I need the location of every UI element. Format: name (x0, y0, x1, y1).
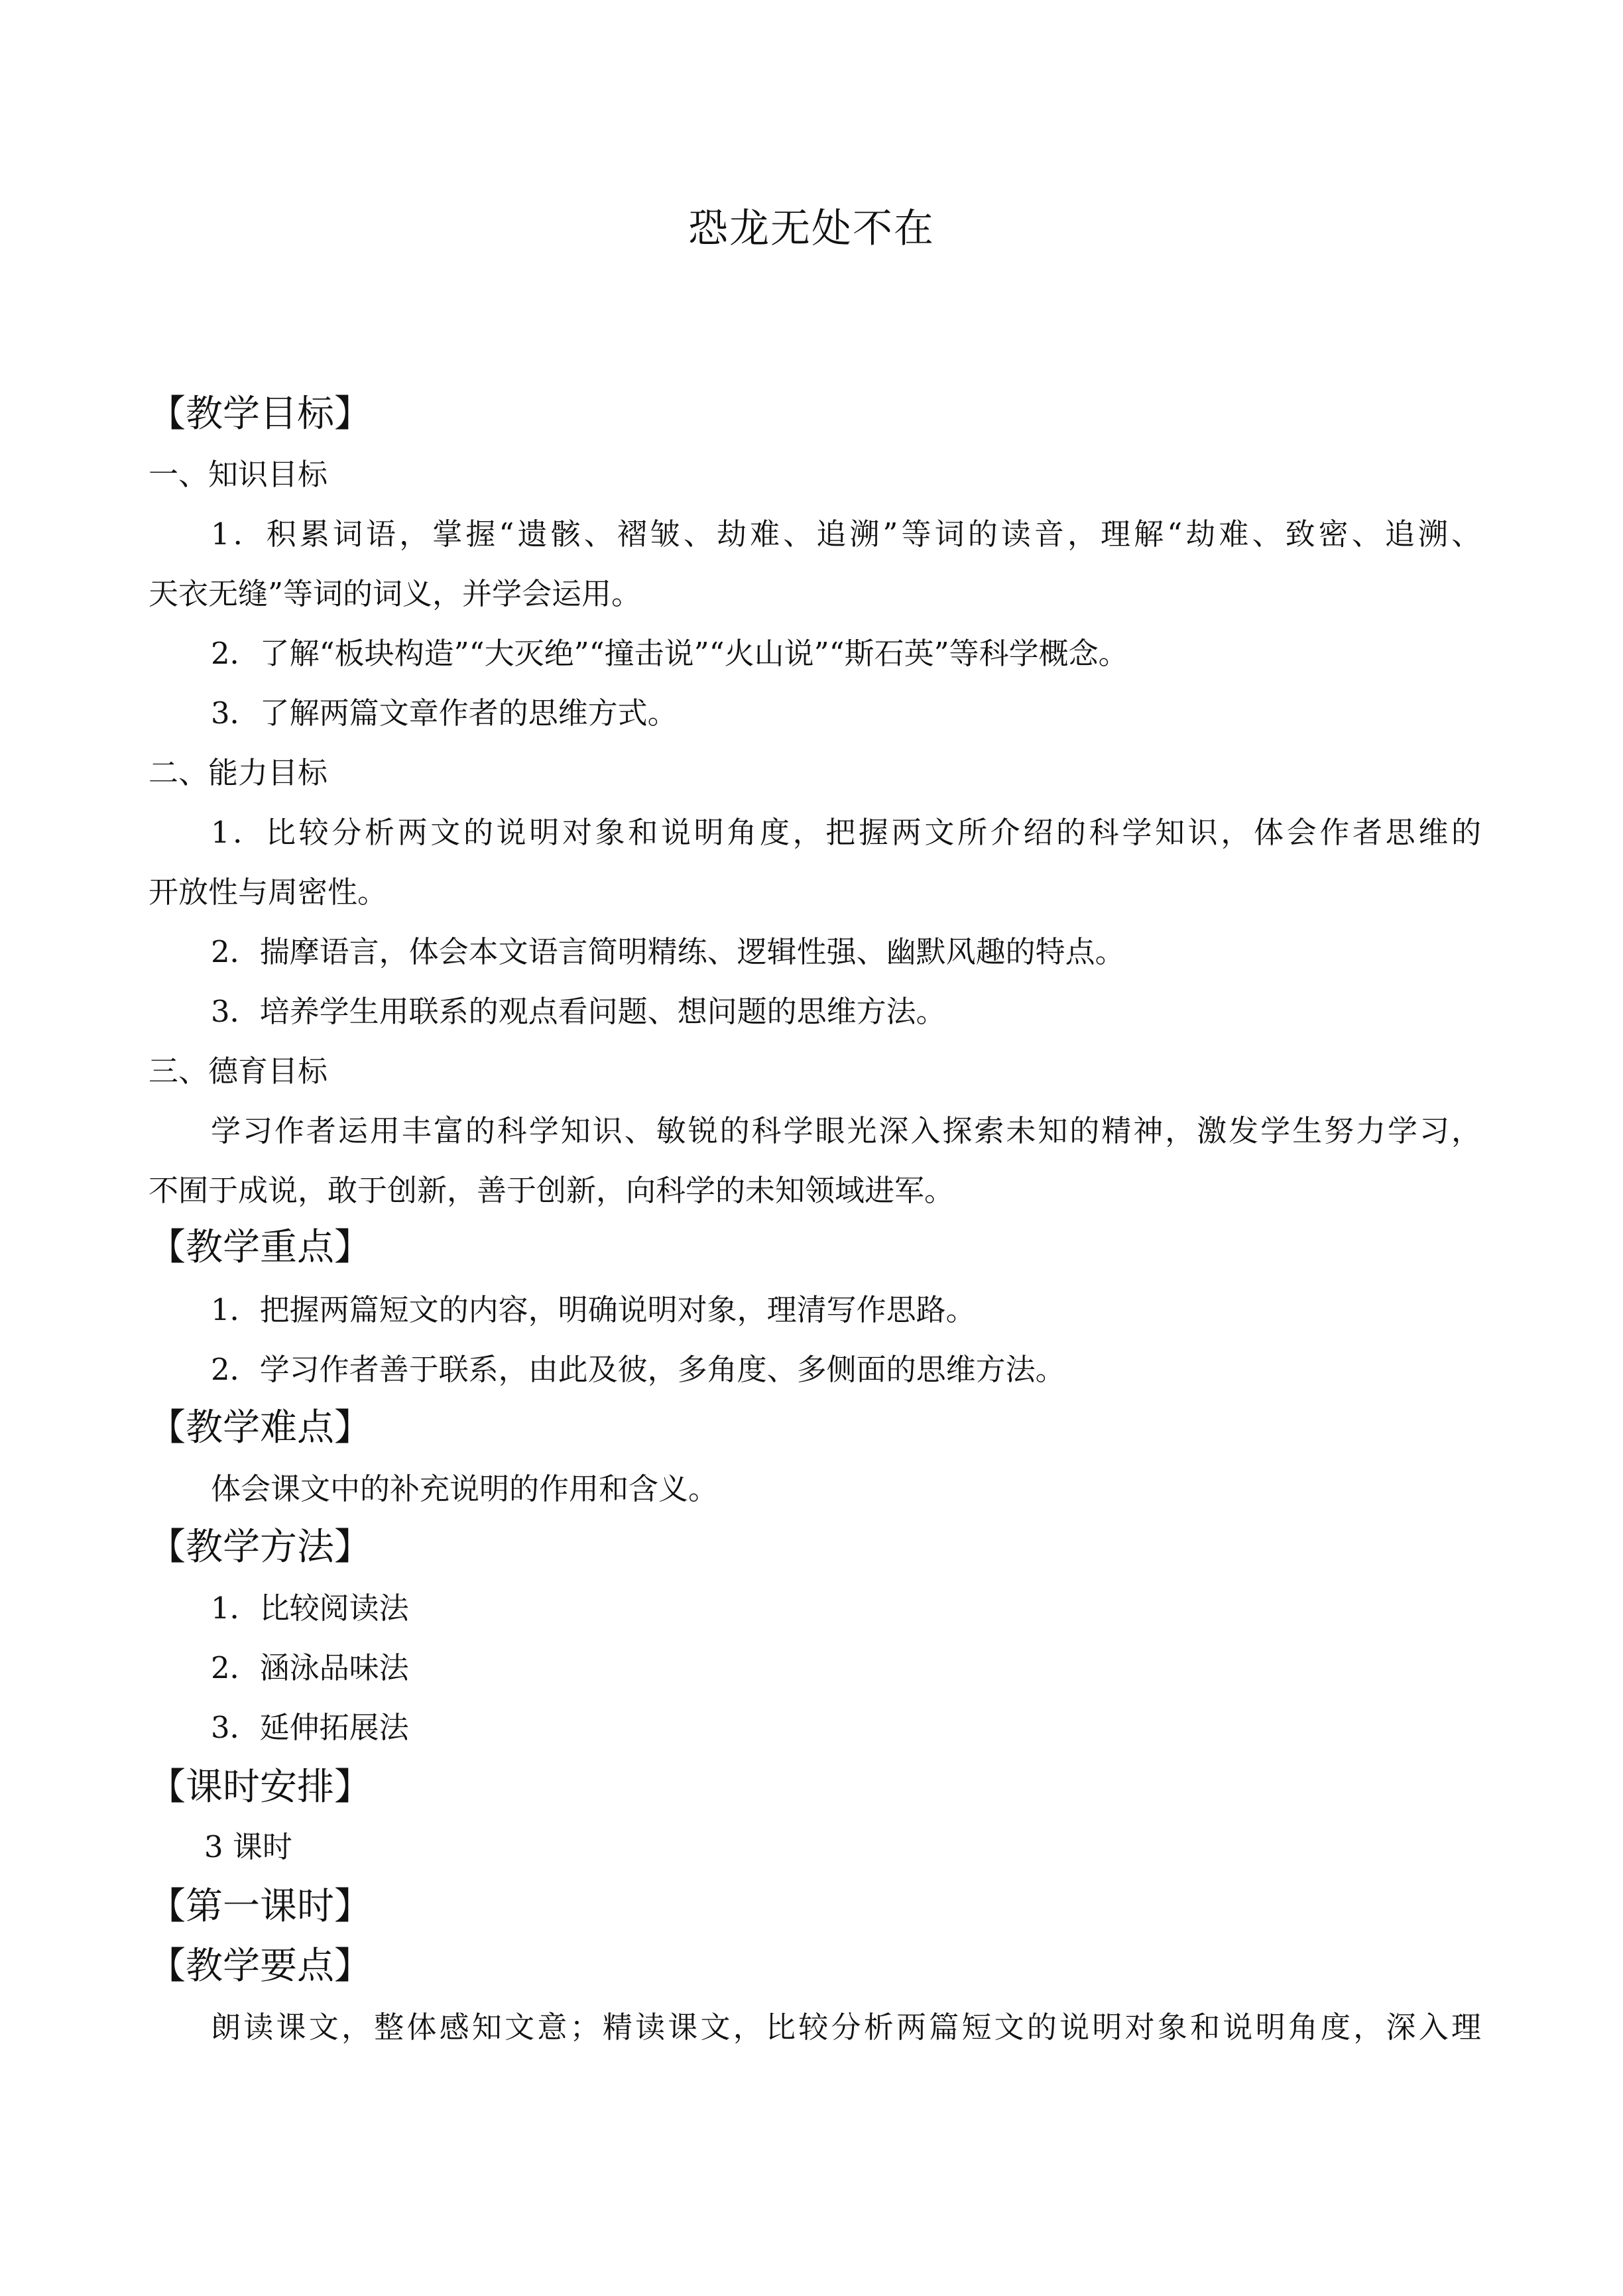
lesson-points-text: 朗读课文，整体感知文意；精读课文，比较分析两篇短文的说明对象和说明角度，深入理 (211, 2010, 1481, 2045)
key-point-item-2: 2．学习作者善于联系，由此及彼，多角度、多侧面的思维方法。 (211, 1352, 1065, 1387)
ability-item-3: 3．培养学生用联系的观点看问题、想问题的思维方法。 (211, 994, 946, 1029)
subheading-moral: 三、德育目标 (149, 1054, 328, 1089)
method-item-2: 2．涵泳品味法 (211, 1650, 409, 1685)
section-heading-methods: 【教学方法】 (149, 1526, 371, 1569)
schedule-text: 3 课时 (204, 1829, 292, 1864)
subheading-ability: 二、能力目标 (149, 755, 328, 790)
section-heading-lesson-1: 【第一课时】 (149, 1885, 371, 1928)
section-heading-objectives: 【教学目标】 (149, 393, 371, 436)
knowledge-item-3: 3．了解两篇文章作者的思维方式。 (211, 695, 678, 731)
moral-paragraph-line-2: 不囿于成说，敢于创新，善于创新，向科学的未知领域进军。 (149, 1173, 955, 1208)
ability-item-1-line-1: 1．比较分析两文的说明对象和说明角度，把握两文所介绍的科学知识，体会作者思维的 (211, 815, 1481, 850)
document-title: 恐龙无处不在 (688, 206, 935, 252)
knowledge-item-1-line-1: 1．积累词语，掌握“遗骸、褶皱、劫难、追溯”等词的读音，理解“劫难、致密、追溯、 (211, 516, 1481, 552)
ability-item-2: 2．揣摩语言，体会本文语言简明精练、逻辑性强、幽默风趣的特点。 (211, 934, 1125, 969)
subheading-knowledge: 一、知识目标 (149, 457, 328, 492)
moral-paragraph-line-1: 学习作者运用丰富的科学知识、敏锐的科学眼光深入探索未知的精神，激发学生努力学习， (211, 1113, 1481, 1148)
knowledge-item-1-line-2: 天衣无缝”等词的词义，并学会运用。 (149, 576, 642, 611)
ability-item-1-line-2: 开放性与周密性。 (149, 875, 388, 910)
section-heading-key-points: 【教学重点】 (149, 1226, 371, 1269)
section-heading-schedule: 【课时安排】 (149, 1766, 371, 1809)
section-heading-lesson-points: 【教学要点】 (149, 1945, 371, 1988)
knowledge-item-2: 2．了解“板块构造”“大灭绝”“撞击说”“火山说”“斯石英”等科学概念。 (211, 636, 1128, 671)
method-item-3: 3．延伸拓展法 (211, 1710, 409, 1745)
difficulty-text: 体会课文中的补充说明的作用和含义。 (211, 1471, 719, 1506)
section-heading-difficulties: 【教学难点】 (149, 1406, 371, 1449)
key-point-item-1: 1．把握两篇短文的内容，明确说明对象，理清写作思路。 (211, 1292, 976, 1327)
method-item-1: 1．比较阅读法 (211, 1591, 409, 1626)
